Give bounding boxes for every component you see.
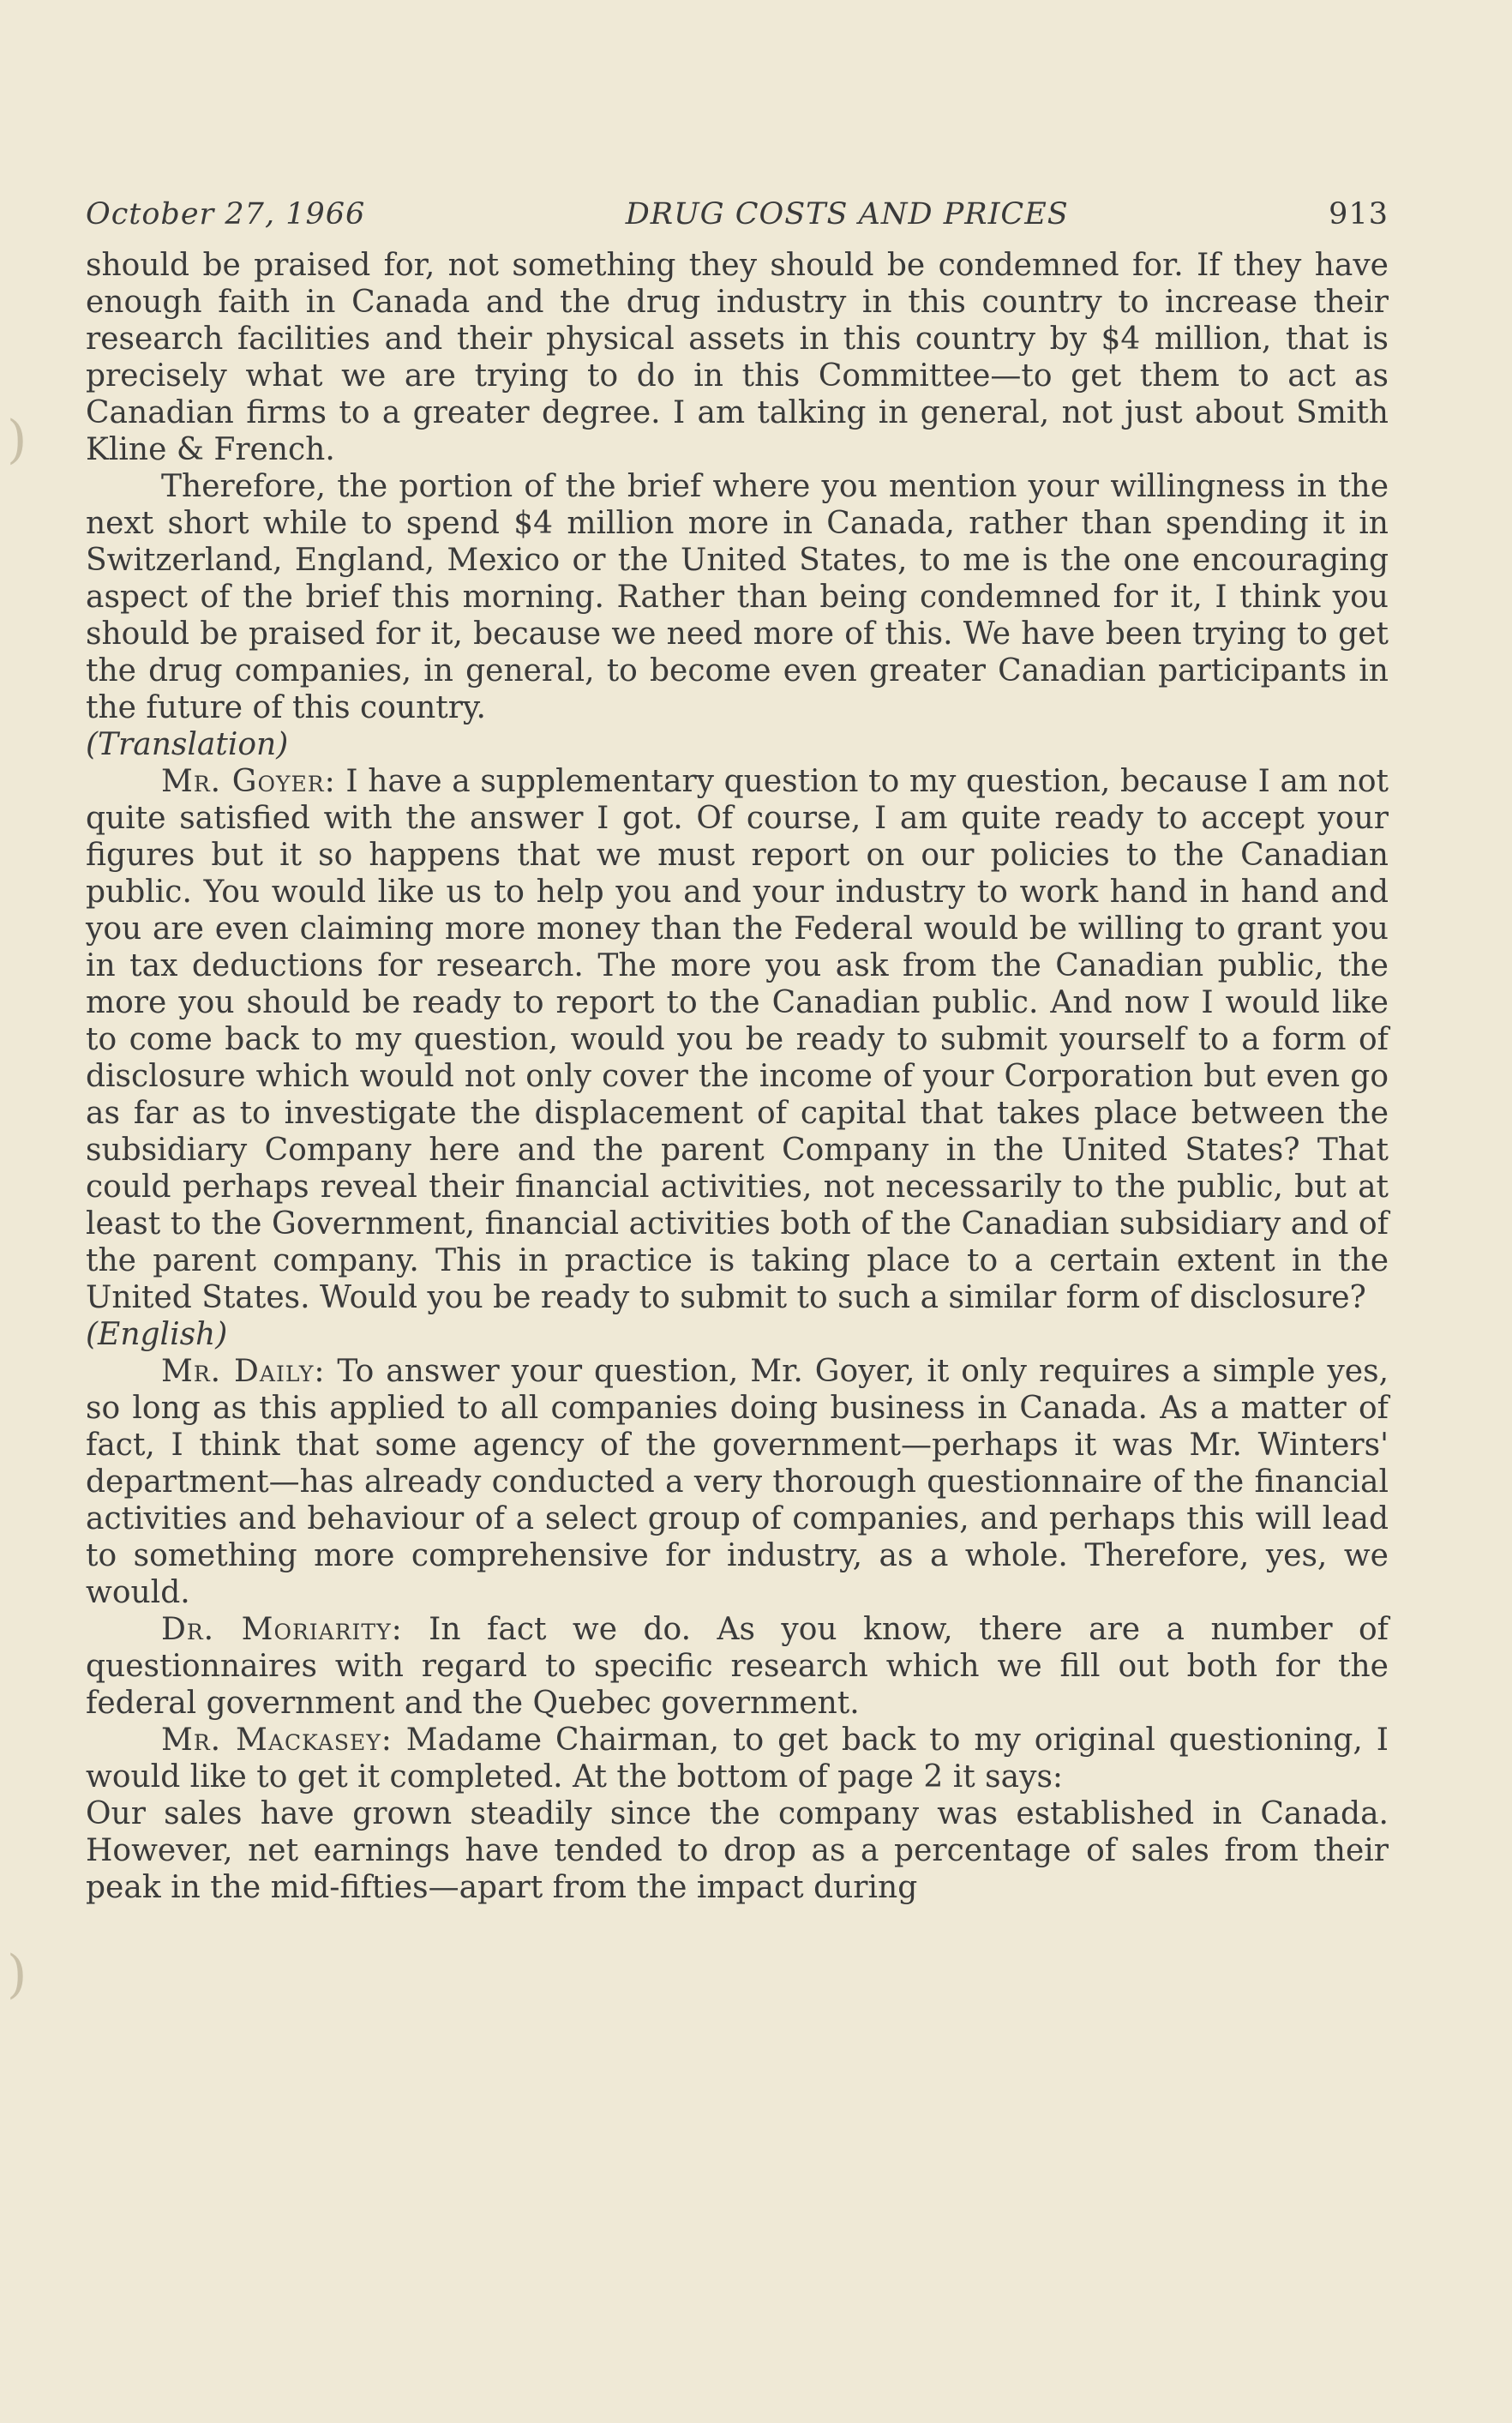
- header-title: DRUG COSTS AND PRICES: [625, 197, 1069, 231]
- paragraph-moriarity-text: In fact we do. As you know, there are a number of questionnaires with regard to specific research which we fill out both for the federal government and the Quebec government.: [86, 1612, 1389, 1721]
- paragraph-daily: [86, 1353, 1389, 1611]
- speaker-daily: Mr. Daily:: [161, 1354, 326, 1389]
- page-number: 913: [1329, 197, 1389, 231]
- label-english: (English): [86, 1317, 228, 1352]
- paragraph-goyer-text: I have a supplementary question to my question, because I am not quite satisfied with the answer I got. Of course, I am quite ready to accept your figures but it so happens that we must report on our policies to the Canadian public. You would like us to help you and your industry to work hand in hand and you are even claiming more money than the Federal would be willing to grant you in tax deductions for research. The more you ask from the Canadian public, the more you should be ready to report to the Canadian public. And now I would like to come back to my question, would you be ready to submit yourself to a form of disclosure which would not only cover the income of your Corporation but even go as far as to investigate the displacement of capital that takes place between the subsidiary Company here and the parent Company in the United States? That could perhaps reveal their financial activities, not necessarily to the public, but at least to the Government, financial activities both of the Canadian subsidiary and of the parent company. This in practice is taking place to a certain extent in the United States. Would you be ready to submit to such a similar form of disclosure?: [86, 764, 1389, 1315]
- header-date: October 27, 1966: [86, 197, 366, 231]
- speaker-moriarity: Dr. Moriarity:: [161, 1612, 403, 1647]
- label-translation: (Translation): [86, 727, 289, 762]
- paragraph-goyer: [86, 763, 1389, 1316]
- block-quote: [86, 1795, 1389, 1906]
- running-header: [86, 197, 1389, 231]
- body-text: [86, 247, 1389, 1906]
- document-page: [86, 197, 1389, 1906]
- speaker-goyer: Mr. Goyer:: [161, 764, 336, 799]
- speaker-mackasey: Mr. Mackasey:: [161, 1723, 393, 1758]
- margin-mark-top: ): [7, 410, 27, 470]
- paragraph-mackasey: [86, 1722, 1389, 1795]
- paragraph-daily-text: To answer your question, Mr. Goyer, it only requires a simple yes, so long as this applied to all companies doing business in Canada. As a matter of fact, I think that some agency of the government—perhaps it was Mr. Winters' department—has already conducted a very thorough questionnaire of the financial activities and behaviour of a select group of companies, and perhaps this will lead to something more comprehensive for industry, as a whole. Therefore, yes, we would.: [86, 1354, 1389, 1610]
- block-quote-text: Our sales have grown steadily since the company was established in Canada. However, net earnings have tended to drop as a percentage of sales from their peak in the mid-fifties—apart from the impact during: [86, 1796, 1389, 1905]
- margin-mark-bottom: ): [7, 1945, 27, 2005]
- paragraph-mackasey-text: Madame Chairman, to get back to my original questioning, I would like to get it completed. At the bottom of page 2 it says:: [86, 1723, 1389, 1795]
- paragraph-moriarity: [86, 1611, 1389, 1722]
- paragraph-2: Therefore, the portion of the brief where you mention your willingness in the next short while to spend $4 million more in Canada, rather than spending it in Switzerland, England, Mexico or the United States, to me is the one encouraging aspect of the brief this morning. Rather than being condemned for it, I think you should be praised for it, because we need more of this. We have been trying to get the drug companies, in general, to become even greater Canadian participants in the future of this country.: [86, 469, 1389, 725]
- paragraph-1: should be praised for, not something they should be condemned for. If they have enough faith in Canada and the drug industry in this country to increase their research facilities and their physical assets in this country by $4 million, that is precisely what we are trying to do in this Committee—to get them to act as Canadian firms to a greater degree. I am talking in general, not just about Smith Kline & French.: [86, 248, 1389, 467]
